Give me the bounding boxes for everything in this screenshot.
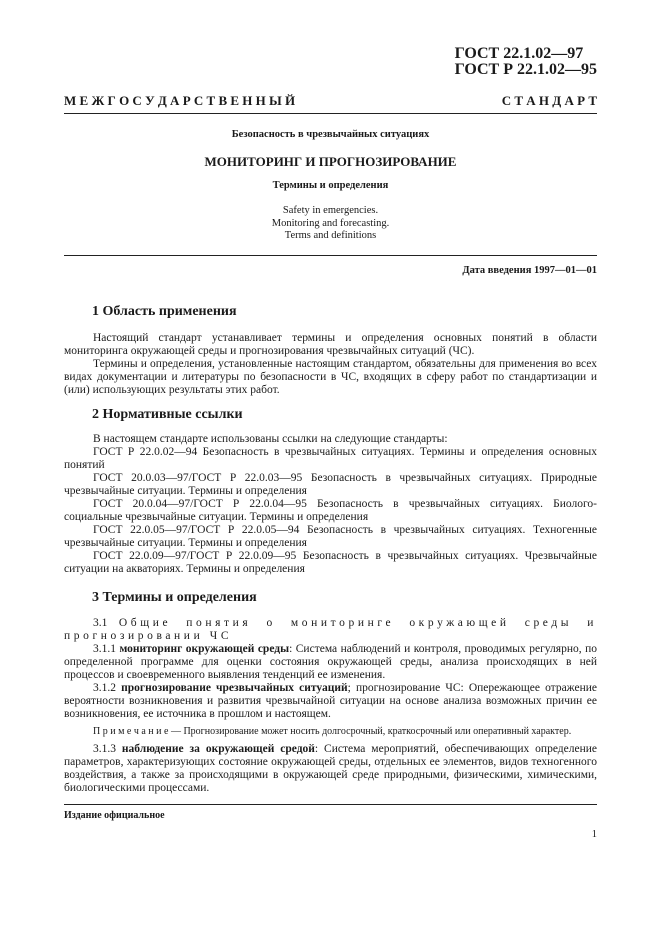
english-title [64,205,597,243]
section-3-heading: 3 Термины и определения [92,590,257,605]
term-name: прогнозирование чрезвычайных ситуаций [121,682,348,694]
section-2-body [64,433,597,576]
term-entry [64,743,597,795]
section-2-heading: 2 Нормативные ссылки [92,407,243,422]
top-divider [64,113,597,114]
term-number: 3.1.1 [93,643,116,655]
note-text: Прогнозирование может носить долгосрочный, краткосрочный или оперативный характер. [183,726,572,737]
note [64,726,597,738]
paragraph: В настоящем стандарте использованы ссылки на следующие стандарты: [93,433,448,445]
term-name: наблюдение за окружающей средой [121,743,315,755]
term-name: мониторинг окружающей среды [119,643,290,655]
term-definition: ; прогнозирование ЧС: Опережающее отражение вероятности возникновения и развития чрезвычайной ситуации на основе анализа возможных причин ее возникновения, ее источника в прошлом и настоящем. [64,682,597,720]
reference-item: ГОСТ 20.0.04—97/ГОСТ Р 22.0.04—95 Безопасность в чрезвычайных ситуациях. Биолого-социальные чрезвычайные ситуации. Термины и определения [64,498,597,523]
series-title: Безопасность в чрезвычайных ситуациях [231,129,430,140]
section-3-body [64,617,597,795]
english-title-line: Safety in emergencies. [282,205,379,216]
banner-left: М Е Ж Г О С У Д А Р С Т В Е Н Н Ы Й [64,93,296,108]
note-label: П р и м е ч а н и е — [93,726,181,737]
page-number: 1 [591,829,597,840]
standard-codes [455,46,597,78]
banner-right: С Т А Н Д А Р Т [501,93,597,108]
section-1-heading: 1 Область применения [92,304,237,319]
interstate-standard-banner [64,93,597,109]
document-subtitle: Термины и определения [272,180,389,191]
term-entry [64,682,597,721]
english-title-line: Terms and definitions [284,230,377,241]
section-1-body [64,332,597,397]
footer-divider [64,804,597,805]
reference-item: ГОСТ Р 22.0.02—94 Безопасность в чрезвычайных ситуациях. Термины и определения основных понятий [64,446,597,471]
term-entry [64,643,597,682]
reference-item: ГОСТ 22.0.05—97/ГОСТ Р 22.0.05—94 Безопасность в чрезвычайных ситуациях. Техногенные чрезвычайные ситуации. Термины и определения [64,524,597,549]
reference-item: ГОСТ 22.0.09—97/ГОСТ Р 22.0.09—95 Безопасность в чрезвычайных ситуациях. Чрезвычайные ситуации на акваториях. Термины и определения [64,550,597,575]
term-definition: : Система наблюдений и контроля, проводимых регулярно, по определенной программе для оценки состояния окружающей среды, анализа происходящих в ней процессов и своевременного выявления тенденций ее изменения. [64,643,597,681]
term-number: 3.1.2 [93,682,116,694]
subsection-number: 3.1 [93,617,108,629]
english-title-line: Monitoring and forecasting. [271,217,390,229]
paragraph: Термины и определения, установленные настоящим стандартом, обязательны для применения во всех видах документации и литературы по безопасности в ЧС, входящих в сферу работ по стандартизации и (или) использующих результаты этих работ. [64,358,597,396]
term-number: 3.1.3 [93,743,116,755]
standard-code-national: ГОСТ Р 22.1.02—95 [454,61,597,78]
title-divider [64,255,597,256]
document-title: МОНИТОРИНГ И ПРОГНОЗИРОВАНИЕ [204,154,457,169]
standard-code-interstate: ГОСТ 22.1.02—97 [454,45,584,62]
paragraph: Настоящий стандарт устанавливает термины и определения основных понятий в области мониторинга окружающей среды и прогнозирования чрезвычайных ситуаций (ЧС). [64,332,597,357]
reference-item: ГОСТ 20.0.03—97/ГОСТ Р 22.0.03—95 Безопасность в чрезвычайных ситуациях. Природные чрезвычайные ситуации. Термины и определения [64,472,597,497]
term-definition: : Система мероприятий, обеспечивающих определение параметров, характеризующих состояние окружающей среды, отдельных ее элементов, видов техногенного воздействия, а также за происходящими в окружающей среде природными, физическими, химическими, биологическими процессами. [64,743,597,794]
subsection-title [64,617,597,643]
effective-date: Дата введения 1997—01—01 [462,265,597,276]
subsection-heading: Общие понятия о мониторинге окружающей среды и прогнозировании ЧС [64,617,598,642]
official-edition-label: Издание официальное [64,810,165,821]
